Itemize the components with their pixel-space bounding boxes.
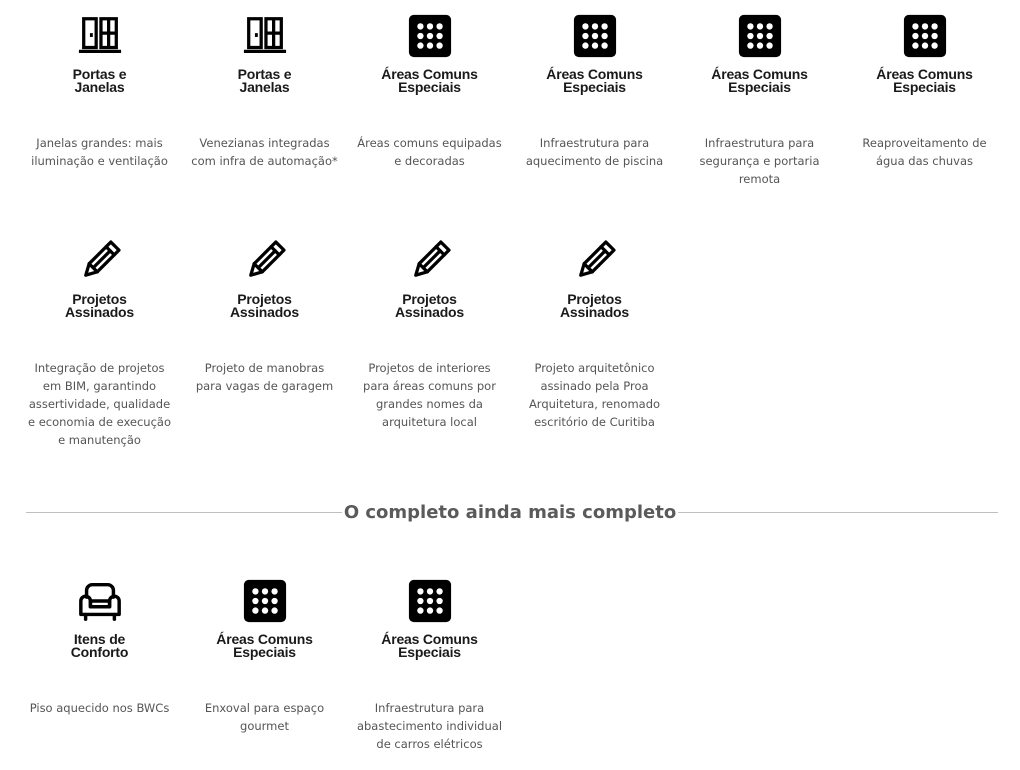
feature-card xyxy=(677,10,842,188)
feature-description: Venezianas integradas com infra de automação* xyxy=(191,136,338,168)
grid-dots-icon xyxy=(239,575,291,627)
feature-description: Infraestrutura para abastecimento individual de carros elétricos xyxy=(356,701,503,751)
feature-description: Infraestrutura para aquecimento de piscina xyxy=(525,136,664,168)
door-window-icon xyxy=(74,10,126,62)
feature-card xyxy=(182,235,347,449)
feature-card xyxy=(842,10,1007,188)
feature-description: Projeto arquitetônico assinado pela Proa Arquitetura, renomado escritório de Curitiba xyxy=(528,361,661,429)
section-heading-text: O completo ainda mais completo xyxy=(343,502,677,523)
sofa-icon xyxy=(74,575,126,627)
feature-title: Áreas Comuns Especiais xyxy=(546,66,643,95)
feature-title: Projetos Assinados xyxy=(395,291,464,320)
grid-dots-icon xyxy=(899,10,951,62)
feature-card xyxy=(347,10,512,188)
feature-description: Áreas comuns equipadas e decoradas xyxy=(357,136,502,168)
feature-card xyxy=(17,10,182,188)
feature-card xyxy=(182,10,347,188)
feature-title: Itens de Conforto xyxy=(70,631,129,660)
grid-dots-icon xyxy=(569,10,621,62)
feature-description: Piso aquecido nos BWCs xyxy=(29,701,170,715)
grid-dots-icon xyxy=(734,10,786,62)
feature-title: Projetos Assinados xyxy=(230,291,299,320)
feature-description: Projetos de interiores para áreas comuns por grandes nomes da arquitetura local xyxy=(363,361,496,429)
pencil-icon xyxy=(569,235,621,287)
feature-title: Áreas Comuns Especiais xyxy=(876,66,973,95)
feature-title: Áreas Comuns Especiais xyxy=(711,66,808,95)
feature-title: Portas e Janelas xyxy=(237,66,292,95)
feature-description: Janelas grandes: mais iluminação e ventilação xyxy=(31,136,168,168)
feature-card xyxy=(17,575,182,753)
grid-dots-icon xyxy=(404,575,456,627)
feature-card xyxy=(512,10,677,188)
feature-description: Infraestrutura para segurança e portaria remota xyxy=(699,136,820,186)
pencil-icon xyxy=(239,235,291,287)
feature-title: Projetos Assinados xyxy=(560,291,629,320)
pencil-icon xyxy=(74,235,126,287)
feature-description: Enxoval para espaço gourmet xyxy=(204,701,325,733)
feature-title: Áreas Comuns Especiais xyxy=(381,631,478,660)
pencil-icon xyxy=(404,235,456,287)
feature-card xyxy=(182,575,347,753)
feature-title: Portas e Janelas xyxy=(72,66,127,95)
feature-description: Integração de projetos em BIM, garantindo assertividade, qualidade e economia de execução e manutenção xyxy=(27,361,172,447)
features-row-1 xyxy=(17,10,1007,188)
door-window-icon xyxy=(239,10,291,62)
grid-dots-icon xyxy=(404,10,456,62)
feature-title: Áreas Comuns Especiais xyxy=(381,66,478,95)
feature-card xyxy=(347,575,512,753)
feature-title: Projetos Assinados xyxy=(65,291,134,320)
section-heading xyxy=(0,500,1020,526)
feature-card xyxy=(17,235,182,449)
features-row-2 xyxy=(17,235,1007,449)
features-row-3 xyxy=(17,575,1007,753)
feature-card xyxy=(347,235,512,449)
feature-card xyxy=(512,235,677,449)
feature-description: Reaproveitamento de água das chuvas xyxy=(862,136,987,168)
feature-title: Áreas Comuns Especiais xyxy=(216,631,313,660)
feature-description: Projeto de manobras para vagas de garagem xyxy=(195,361,334,393)
